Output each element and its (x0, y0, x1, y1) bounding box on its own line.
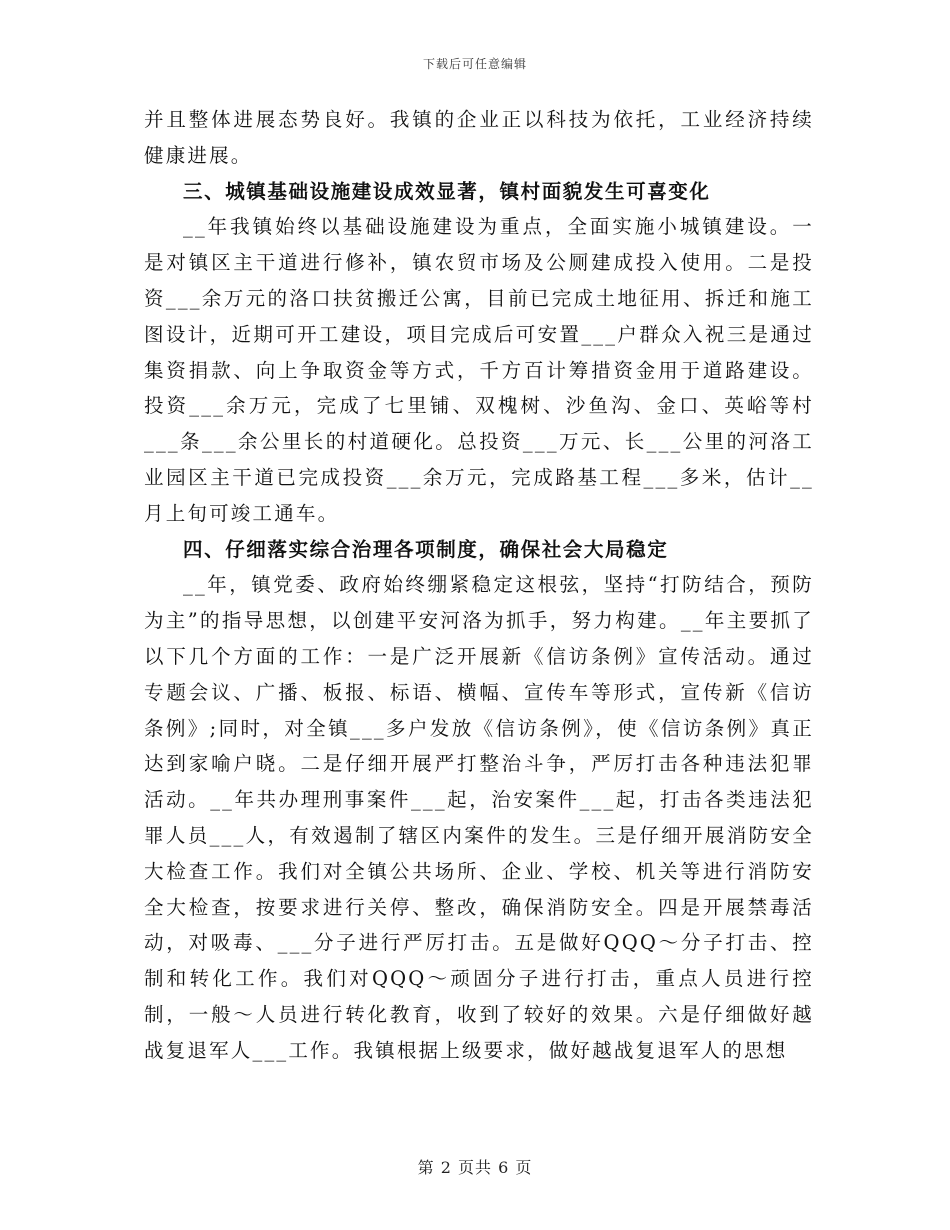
paragraph-public-security: __年，镇党委、政府始终绷紧稳定这根弦，坚持“打防结合，预防为主”的指导思想，以创建平安河洛为抓手，努力构建。__年主要抓了以下几个方面的工作：一是广泛开展新《信访条例》宣传活动。通过专题会议、广播、板报、标语、横幅、宣传车等形式，宣传新《信访条例》;同时，对全镇___多户发放《信访条例》，使《信访条例》真正达到家喻户晓。二是仔细开展严打整治斗争，严厉打击各种违法犯罪活动。__年共办理刑事案件___起，治安案件___起，打击各类违法犯罪人员___人，有效遏制了辖区内案件的发生。三是仔细开展消防安全大检查工作。我们对全镇公共场所、企业、学校、机关等进行消防安全大检查，按要求进行关停、整改，确保消防安全。四是开展禁毒活动，对吸毒、___分子进行严厉打击。五是做好QQQ～分子打击、控制和转化工作。我们对QQQ～顽固分子进行打击，重点人员进行控制，一般～人员进行转化教育，收到了较好的效果。六是仔细做好越战复退军人___工作。我镇根据上级要求，做好越战复退军人的思想 (144, 573, 814, 1062)
page-header-note: 下载后可任意编辑 (422, 57, 527, 71)
paragraph-continuation: 并且整体进展态势良好。我镇的企业正以科技为依托，工业经济持续健康进展。 (144, 108, 814, 167)
section-heading-4: 四、仔细落实综合治理各项制度，确保社会大局稳定 (183, 537, 669, 561)
section-heading-3: 三、城镇基础设施建设成效显著，镇村面貌发生可喜变化 (183, 179, 711, 203)
page-number-footer: 第 2 页共 6 页 (417, 1158, 533, 1177)
document-body (144, 102, 814, 1069)
paragraph-infrastructure: __年我镇始终以基础设施建设为重点，全面实施小城镇建设。一是对镇区主干道进行修补，镇农贸市场及公厕建成投入使用。二是投资___余万元的洛口扶贫搬迁公寓，目前已完成土地征用、拆迁和施工图设计，近期可开工建设，项目完成后可安置___户群众入祝三是通过集资捐款、向上争取资金等方式，千方百计筹措资金用于道路建设。投资___余万元，完成了七里铺、双槐树、沙鱼沟、金口、英峪等村___条___余公里长的村道硬化。总投资___万元、长___公里的河洛工业园区主干道已完成投资___余万元，完成路基工程___多米，估计__月上旬可竣工通车。 (144, 215, 814, 525)
